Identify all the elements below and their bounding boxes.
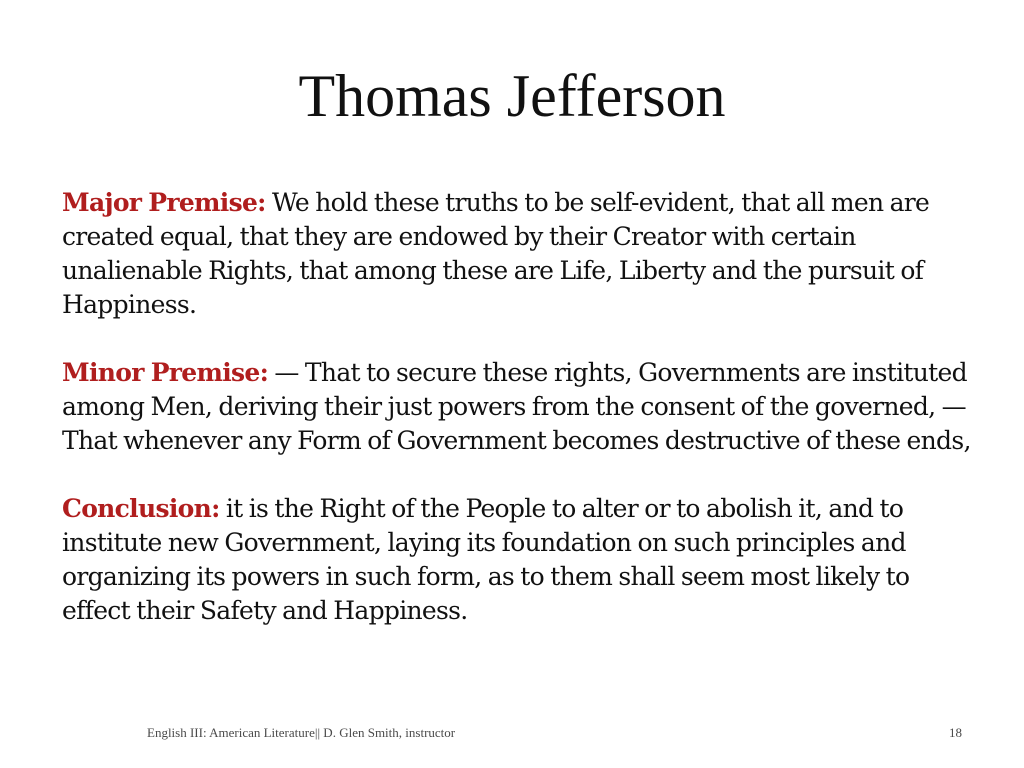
slide-title: Thomas Jefferson bbox=[298, 63, 726, 129]
major-premise-text: We hold these truths to be self-evident, that all men are created equal, that they are endowed by their Creator with certain unalienable Rights, that among these are Life, Liberty and the pursuit of Happiness. bbox=[62, 188, 930, 319]
minor-premise-label: Minor Premise: bbox=[62, 358, 269, 387]
footer-page-number: 18 bbox=[949, 725, 962, 740]
conclusion-text: it is the Right of the People to alter or to abolish it, and to institute new Government, laying its foundation on such principles and organizing its powers in such form, as to them shall seem most likely to effect their Safety and Happiness. bbox=[62, 494, 910, 625]
conclusion-paragraph bbox=[62, 492, 974, 628]
slide-content bbox=[62, 186, 974, 662]
major-premise-paragraph bbox=[62, 186, 974, 322]
minor-premise-paragraph bbox=[62, 356, 974, 458]
major-premise-label: Major Premise: bbox=[62, 188, 266, 217]
minor-premise-text: — That to secure these rights, Governments are instituted among Men, deriving their just powers from the consent of the governed, —That whenever any Form of Government becomes destructive of these ends, bbox=[62, 358, 971, 455]
footer-course-info: English III: American Literature|| D. Glen Smith, instructor bbox=[147, 725, 456, 740]
conclusion-label: Conclusion: bbox=[62, 494, 220, 523]
